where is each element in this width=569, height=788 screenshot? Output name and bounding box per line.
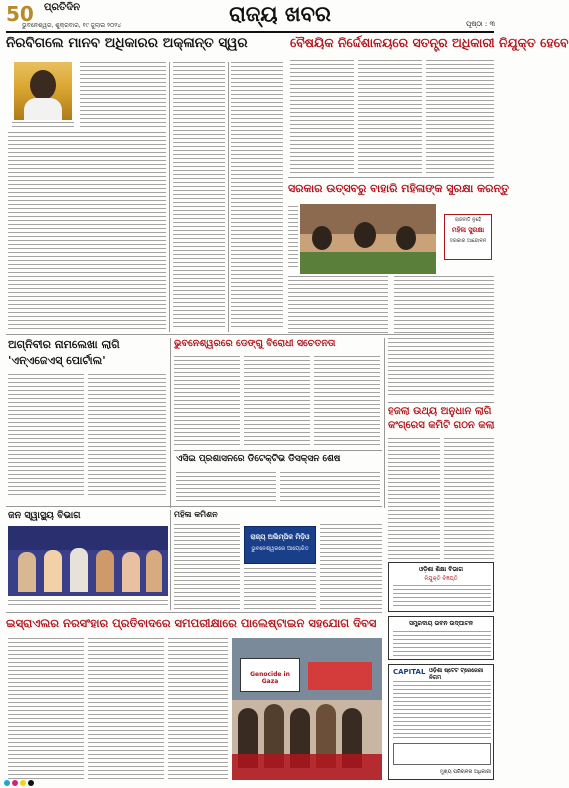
story6-headline: ଭୁବନେଶ୍ୱରରେ ଡେଙ୍ଗୁ ବିରୋଧୀ ସଚେତନତା xyxy=(174,338,336,349)
story2-col2 xyxy=(358,60,422,174)
blue-box-title: ରାଜ୍ୟ ଅଲିମ୍ପିକ ମିଡ଼ିଓ xyxy=(250,533,310,541)
pullquote-kicker: ରାଜନୀତି ନୁହେଁ xyxy=(455,217,481,223)
story5-col1 xyxy=(8,374,84,498)
ad1-sub: ନିଯୁକ୍ତି ବିଜ୍ଞପ୍ତି xyxy=(424,576,458,582)
story1-col3 xyxy=(231,62,283,330)
masthead xyxy=(0,0,500,32)
rule-row2b xyxy=(174,450,382,451)
story6-col3 xyxy=(314,356,380,446)
masthead-rule xyxy=(6,31,494,33)
story11-col2 xyxy=(244,568,316,610)
story11-col3 xyxy=(320,524,382,610)
ad1-label: ଓଡ଼ିଶା ଶିକ୍ଷା ବିଭାଗ xyxy=(418,566,464,573)
pullquote-title: ମହିଳା ସୁରକ୍ଷା xyxy=(451,226,485,234)
story9-col2 xyxy=(88,638,164,780)
page-label: ପୃଷ୍ଠା : ୩ xyxy=(466,20,495,28)
story5-headline-2: 'ଏନ୍‌ଏଜେଏସ୍‌ ପୋର୍ଟାଲ' xyxy=(8,354,106,367)
paper-name: ପ୍ରତିଦିନ xyxy=(44,2,80,13)
rule-row3a xyxy=(170,510,171,610)
story6-col2 xyxy=(244,356,310,446)
rule-row2 xyxy=(6,334,494,335)
bank-title: ଓଡ଼ିଶା ଷ୍ଟେଟ ଟ୍ରେଜେରୀ ନିଗମ xyxy=(429,668,484,681)
hg-col xyxy=(388,338,494,398)
reg-mark-black xyxy=(28,780,34,786)
reg-mark-magenta xyxy=(12,780,18,786)
logo-number: 50 xyxy=(6,2,34,26)
bank-notice xyxy=(388,664,494,780)
rule-row3 xyxy=(6,506,382,507)
section-title: ରାଜ୍ୟ ଖବର xyxy=(229,2,331,26)
story1-caption xyxy=(12,122,74,128)
bank-logo: CAPITAL xyxy=(393,668,426,676)
story3-col2 xyxy=(288,276,388,336)
story1-headline: ନିରବିଗଲେ ମାନବ ଅଧିକାରର ଅକ୍ଳାନ୍ତ ସ୍ୱର xyxy=(6,35,248,51)
reg-mark-cyan xyxy=(4,780,10,786)
ad2-label: ସମ୍ପ୍ରଦାୟ ଭବନ ଉଦ୍‌ଘାଟନ xyxy=(409,620,473,627)
rule-story1b xyxy=(228,62,229,332)
story1-col1 xyxy=(80,62,166,127)
story7-col1 xyxy=(388,438,440,560)
story9-col3 xyxy=(168,638,228,780)
story2-headline: ବୈଷୟିକ ନିର୍ଦ୍ଦେଶାଳୟରେ ସତନ୍ତ୍ର ଅଧିକାରୀ ନିଯୁକ୍ତ ହେବେ xyxy=(290,35,569,50)
story5-headline: ଅଗ୍ନିବୀର ନାମଲେଖା ଲାଗି xyxy=(8,338,120,351)
story3-col1 xyxy=(288,206,298,270)
story8-col1 xyxy=(176,472,276,504)
blue-box xyxy=(244,526,316,564)
group-photo xyxy=(8,526,168,596)
pullquote-box xyxy=(444,214,492,260)
story11-headline: ମହିଳା କମିଶନ xyxy=(174,510,218,519)
story2-col1 xyxy=(290,60,354,174)
footer-stamp: ମୁଖ୍ୟ ପରିଚାଳନା ଅଧିକାରୀ xyxy=(440,769,491,775)
photo-caption xyxy=(8,600,168,608)
story10-headline: ଜନ ସ୍ୱାସ୍ଥ୍ୟ ବିଭାଗ xyxy=(8,510,81,521)
story6-col1 xyxy=(174,356,240,446)
story7-headline-2: କଂଗ୍ରେସ କମିଟି ଗଠନ କଲା xyxy=(388,420,495,431)
rule-story1 xyxy=(169,62,170,332)
press-conference-photo xyxy=(300,204,436,274)
rule-congress xyxy=(388,402,494,403)
story7-col2 xyxy=(444,438,494,560)
story2-col3 xyxy=(426,60,494,174)
story8-col2 xyxy=(280,472,380,504)
story9-col1 xyxy=(8,638,84,780)
story7-headline: ହଜଲା ଉଥ୍ୟ ଅନୁଧାନ ଲାଗି xyxy=(388,406,492,417)
rule-row2a xyxy=(170,338,171,508)
story1-col1b xyxy=(8,132,166,330)
rule-bottom xyxy=(6,612,382,613)
rule-row2c xyxy=(384,338,385,508)
blue-box-sub: ଭୁବନେଶ୍ୱରରେ ଆୟୋଜିତ xyxy=(251,546,309,552)
story1-col2 xyxy=(173,62,225,330)
portrait-photo xyxy=(14,62,72,120)
story3-col3 xyxy=(394,276,494,336)
rule-mid xyxy=(288,177,494,178)
story5-col2 xyxy=(88,374,166,498)
reg-mark-yellow xyxy=(20,780,26,786)
story8-headline: ଏସିଇ ପ୍ରଶାସନରେ ଡିଟେକ୍ଟିଭ ଡିସକ୍ସନ ଶେଷ xyxy=(176,454,341,464)
ad-box-2 xyxy=(388,616,494,660)
story3-headline: ସରକାର ଉତ୍ସବରୁ ବାହାରି ମହିଳାଙ୍କ ସୁରକ୍ଷା କରନ୍ତୁ xyxy=(288,182,509,195)
ad-box-1 xyxy=(388,562,494,612)
protest-photo xyxy=(232,638,382,780)
dateline: ଭୁବନେଶ୍ୱର, ଶୁକ୍ରବାର, ୧୯ ଜୁଲାଇ ୨୦୨୪ xyxy=(22,22,122,29)
pullquote-line: ଦରକାର ଆନ୍ଦୋଳନ xyxy=(449,238,487,244)
poster-text: Genocide in Gaza xyxy=(250,671,290,685)
story11-col1 xyxy=(174,524,240,610)
story9-headline: ଇସ୍ରାଏଲର ନରସଂହାର ପ୍ରତିବାଦରେ ସମପରୀକ୍ଷାରେ ପାଲେଷ୍ଟାଇନ ସହଯୋଗ ଦିବସ xyxy=(6,616,377,630)
